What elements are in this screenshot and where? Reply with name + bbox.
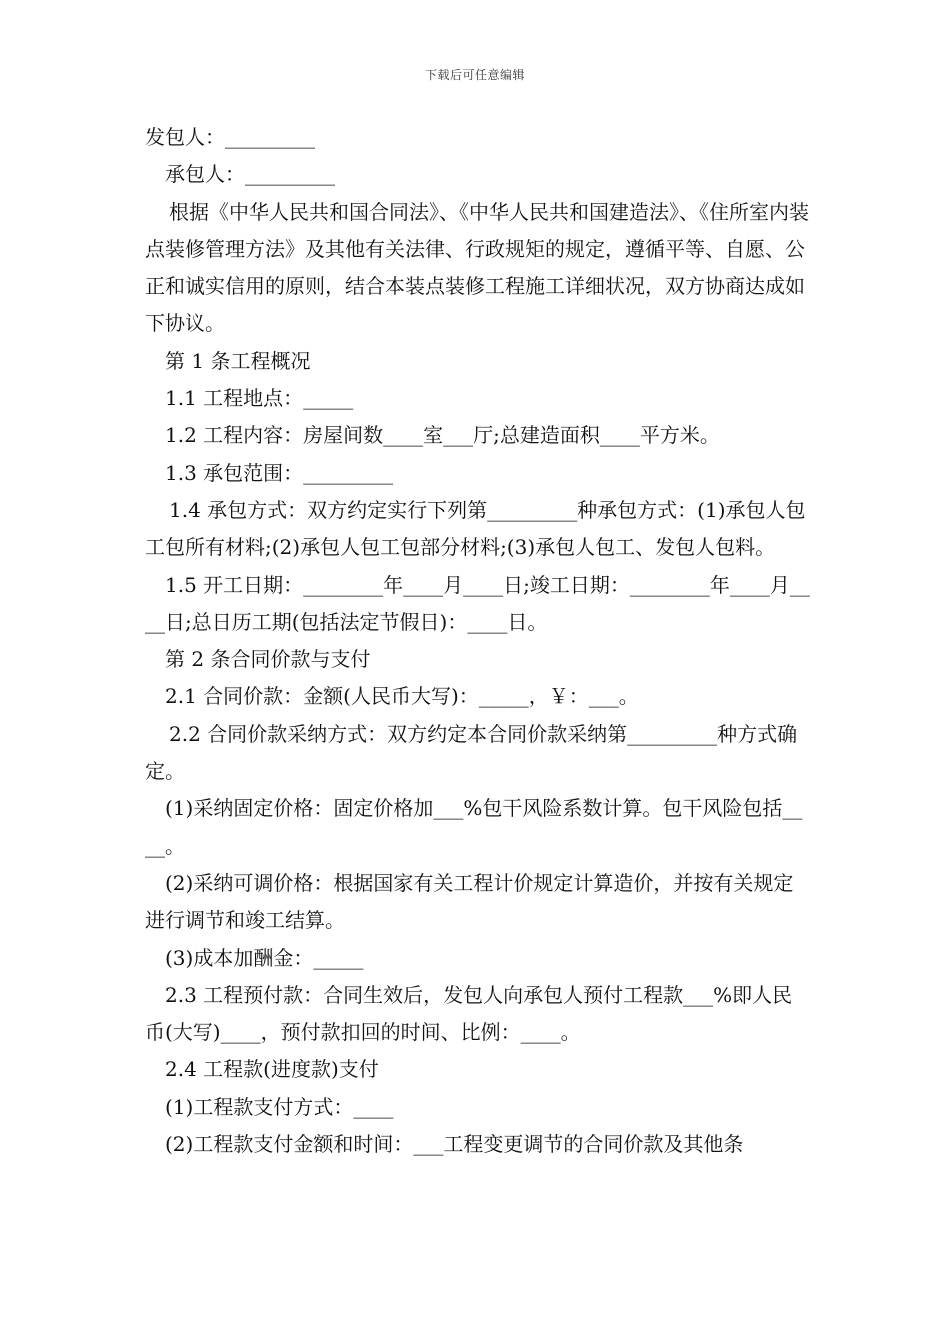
clause-2-4-1: (1)工程款支付方式：____	[165, 1094, 394, 1119]
clause-2-2-2: (2)采纳可调价格：根据国家有关工程计价规定计算造价，并按有关规定进行调节和竣工结算。	[145, 870, 794, 933]
paragraph-employer: 发包人：_________	[145, 125, 315, 149]
clause-1-3: 1.3 承包范围：_________	[165, 460, 394, 485]
clause-1-5: 1.5 开工日期：________年____月____日;竣工日期：________年____月____日;总日历工期(包括法定节假日)：____日。	[145, 572, 810, 634]
clause-2-4-2: (2)工程款支付金额和时间：___工程变更调节的合同价款及其他条	[165, 1132, 744, 1157]
clause-1-1: 1.1 工程地点：_____	[165, 386, 354, 411]
clause-2-1: 2.1 合同价款：金额(人民币大写)：_____，￥：___。	[165, 684, 639, 709]
article-1-heading: 第 1 条工程概况	[165, 348, 311, 373]
clause-2-3: 2.3 工程预付款：合同生效后，发包人向承包人预付工程款___%即人民币(大写)____，预付款扣回的时间、比例：____。	[145, 982, 793, 1045]
page-header: 下载后可任意编辑	[424, 68, 525, 82]
clause-1-4: 1.4 承包方式：双方约定实行下列第_________种承包方式：(1)承包人包工包所有材料;(2)承包人包工包部分材料;(3)承包人包工、发包人包料。	[145, 497, 806, 560]
clause-2-2: 2.2 合同价款采纳方式：双方约定本合同价款采纳第_________种方式确定。	[145, 721, 798, 784]
clause-2-4: 2.4 工程款(进度款)支付	[165, 1057, 379, 1082]
paragraph-preamble: 根据《中华人民共和国合同法》、《中华人民共和国建造法》、《住所室内装点装修管理方法》及其他有关法律、行政规矩的规定，遵循平等、自愿、公正和诚实信用的原则，结合本装点装修工程施工详细状况，双方协商达成如下协议。	[145, 199, 809, 336]
clause-2-2-3: (3)成本加酬金：_____	[165, 945, 364, 970]
clause-1-2: 1.2 工程内容：房屋间数____室___厅;总建造面积____平方米。	[165, 423, 720, 448]
contract-body	[145, 119, 810, 1163]
clause-2-2-1: (1)采纳固定价格：固定价格加___%包干风险系数计算。包干风险包括____。	[145, 796, 803, 858]
article-2-heading: 第 2 条合同价款与支付	[165, 647, 371, 672]
paragraph-contractor: 承包人：_________	[165, 162, 335, 187]
